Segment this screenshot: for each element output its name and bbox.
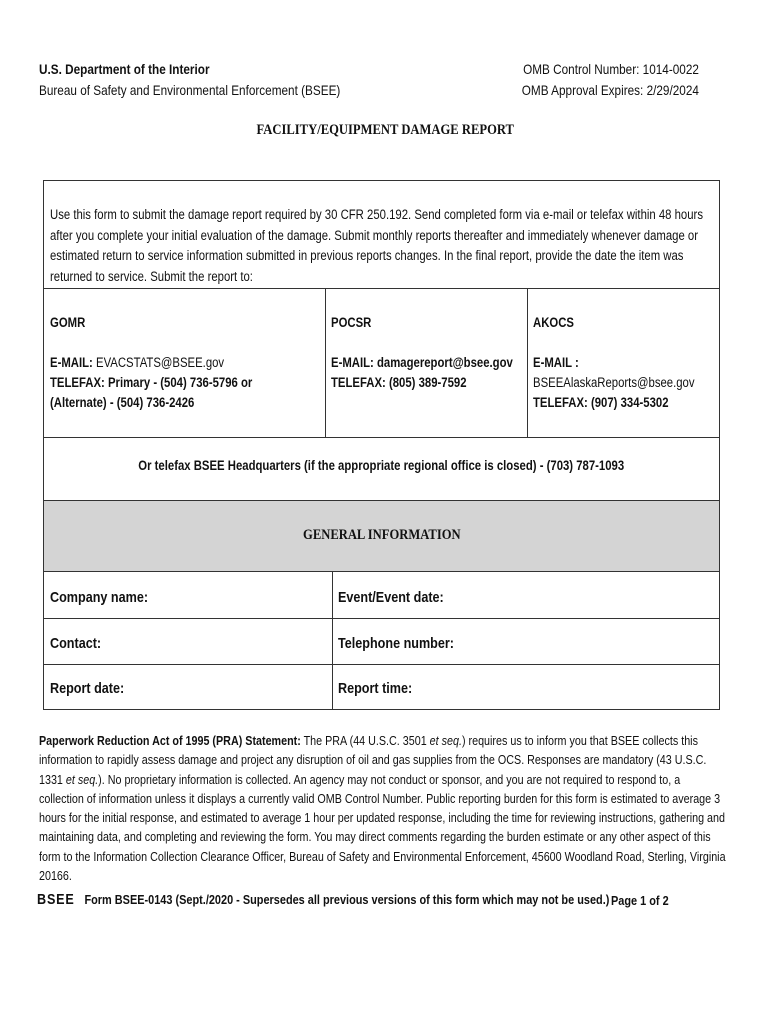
region-akocs-name: AKOCS: [533, 315, 574, 330]
region-akocs: [533, 313, 725, 413]
akocs-telefax: TELEFAX: (907) 334-5302: [533, 395, 669, 410]
gomr-telefax-alternate: (Alternate) - (504) 736-2426: [50, 395, 195, 410]
omb-control-number: OMB Control Number: 1014-0022: [523, 61, 699, 77]
pra-statement: Paperwork Reduction Act of 1995 (PRA) Statement: The PRA (44 U.S.C. 3501 et seq.) requires us to inform you that BSEE collects this information to rapidly assess damage and project any disruption of oil and gas supplies from the OCS. Responses are mandatory (43 U.S.C. 1331 et seq.). No proprietary information is collected. An agency may not conduct or sponsor, and you are not required to respond to, a collection of information unless it displays a currently valid OMB Control Number. Public reporting burden for this form is estimated to average 3 hours for the initial response, and estimated to average 1 hour per updated response, including the time for reviewing instructions, gathering and maintaining data, and completing and reviewing the form. You may direct comments regarding the burden estimate or any other aspect of this form to the Information Collection Clearance Officer, Bureau of Safety and Environmental Enforcement, 45600 Woodland Road, Sterling, Virginia 20166.: [39, 733, 726, 884]
page-number: Page 1 of 2: [611, 893, 669, 908]
instructions-text: Use this form to submit the damage report required by 30 CFR 250.192. Send completed form via e-mail or telefax within 48 hours after you complete your initial evaluation of the damage. Submit monthly reports thereafter and immediately whenever damage or estimated return to service information submitted in previous reports changes. In the final report, provide the date the item was returned to service. Submit the report to:: [50, 207, 704, 284]
divider: [44, 288, 719, 289]
pocsr-email: E-MAIL: damagereport@bsee.gov: [331, 355, 513, 370]
general-info-title: GENERAL INFORMATION: [302, 527, 461, 543]
pra-heading: Paperwork Reduction Act of 1995 (PRA) Statement:: [39, 733, 301, 748]
telephone-field[interactable]: Telephone number:: [338, 635, 454, 652]
region-gomr-name: GOMR: [50, 315, 86, 330]
omb-expiration: OMB Approval Expires: 2/29/2024: [521, 82, 699, 98]
divider: [44, 664, 719, 665]
akocs-email-label: E-MAIL :: [533, 355, 579, 370]
region-gomr: [50, 313, 291, 413]
divider: [44, 437, 719, 438]
region-pocsr: [331, 313, 547, 393]
contact-field[interactable]: Contact:: [50, 635, 102, 652]
form-number: Form BSEE-0143 (Sept./2020 - Supersedes all previous versions of this form which may not be used.): [84, 892, 610, 907]
pocsr-telefax: TELEFAX: (805) 389-7592: [331, 375, 467, 390]
akocs-email[interactable]: BSEEAlaskaReports@bsee.gov: [533, 375, 695, 390]
department-name: U.S. Department of the Interior: [39, 61, 210, 77]
report-date-field[interactable]: Report date:: [50, 680, 125, 697]
region-pocsr-name: POCSR: [331, 315, 372, 330]
gomr-email-label: E-MAIL:: [50, 355, 93, 370]
gomr-telefax-primary: TELEFAX: Primary - (504) 736-5796 or: [50, 375, 253, 390]
gomr-email[interactable]: EVACSTATS@BSEE.gov: [96, 355, 225, 370]
form-title: FACILITY/EQUIPMENT DAMAGE REPORT: [256, 122, 514, 138]
divider: [44, 571, 719, 572]
header-omb: [488, 59, 699, 101]
headquarters-fallback: Or telefax BSEE Headquarters (if the appropriate regional office is closed) - (703) 787-1093: [138, 458, 625, 473]
event-date-field[interactable]: Event/Event date:: [338, 589, 444, 606]
company-name-field[interactable]: Company name:: [50, 589, 149, 606]
header-agency: [39, 59, 398, 101]
divider: [44, 618, 719, 619]
bsee-logo: BSEE: [37, 891, 75, 908]
bureau-name: Bureau of Safety and Environmental Enforcement (BSEE): [39, 82, 341, 98]
divider: [332, 571, 333, 709]
report-time-field[interactable]: Report time:: [338, 680, 413, 697]
divider: [325, 288, 326, 437]
